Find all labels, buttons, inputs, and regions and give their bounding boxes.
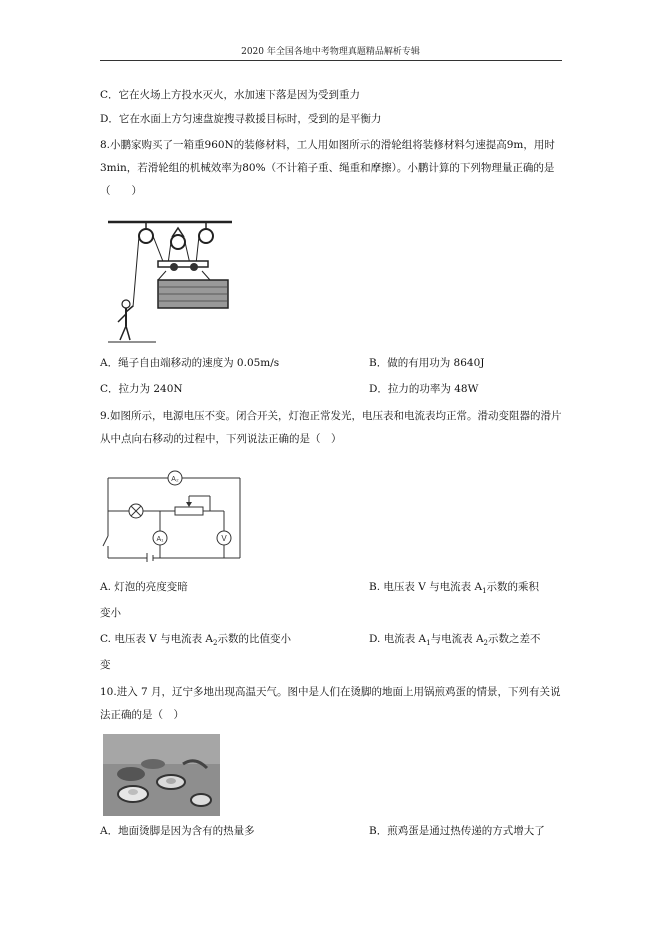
q9-option-d: D. 电流表 $A_1$与电流表 $A_2$示数之差不 bbox=[369, 633, 541, 648]
q8-option-a: A．绳子自由端移动的速度为 0.05m/s bbox=[100, 357, 280, 369]
q9-stem: 9.如图所示，电源电压不变。闭合开关，灯泡正常发光，电压表和电流表均正常。滑动变阻器的滑片从中点向右移动的过程中，下列说法正确的是（ ） bbox=[100, 410, 562, 445]
q10-stem: 10.进入 7 月，辽宁多地出现高温天气。图中是人们在烫脚的地面上用锅煎鸡蛋的情景，下列有关说法正确的是（ ） bbox=[100, 686, 561, 721]
q8-option-c: C．拉力为 240N bbox=[100, 383, 183, 395]
q9-option-b-cont: 变小 bbox=[100, 607, 121, 619]
q8-option-d: D．拉力的功率为 48W bbox=[369, 383, 479, 395]
q9-option-d-cont: 变 bbox=[100, 659, 111, 671]
q9-option-a: A. 灯泡的亮度变暗 bbox=[100, 581, 188, 593]
q10-option-a: A．地面烫脚是因为含有的热量多 bbox=[100, 825, 255, 837]
q9-option-c: C. 电压表 V 与电流表 $A_2$示数的比值变小 bbox=[100, 633, 291, 648]
q8-stem: 8.小鹏家购买了一箱重960N的装修材料，工人用如图所示的滑轮组将装修材料匀速提高9m，用时 3min，若滑轮组的机械效率为80%（不计箱子重、绳重和摩擦）。小鹏计算的下列物理量正确的是（ ） bbox=[100, 139, 555, 197]
q9-option-b: B. 电压表 V 与电流表 $A_1$示数的乘积 bbox=[369, 581, 540, 596]
circuit-diagram bbox=[100, 458, 250, 562]
q7-option-d: D．它在水面上方匀速盘旋搜寻救援目标时，受到的是平衡力 bbox=[100, 113, 382, 125]
ammeter-a1-label: A₁ bbox=[156, 536, 164, 543]
header-rule bbox=[100, 60, 562, 61]
q8-option-b: B．做的有用功为 8640J bbox=[369, 357, 485, 369]
page-header: 2020 年全国各地中考物理真题精品解析专辑 bbox=[241, 47, 420, 57]
ammeter-a2-label: A₂ bbox=[171, 476, 179, 483]
q10-option-b: B．煎鸡蛋是通过热传递的方式增大了 bbox=[369, 825, 545, 837]
q7-option-c: C．它在火场上方投水灭火，水加速下落是因为受到重力 bbox=[100, 89, 361, 101]
frying-egg-photo bbox=[103, 734, 220, 816]
voltmeter-label: V bbox=[221, 534, 227, 543]
pulley-figure bbox=[106, 212, 234, 344]
